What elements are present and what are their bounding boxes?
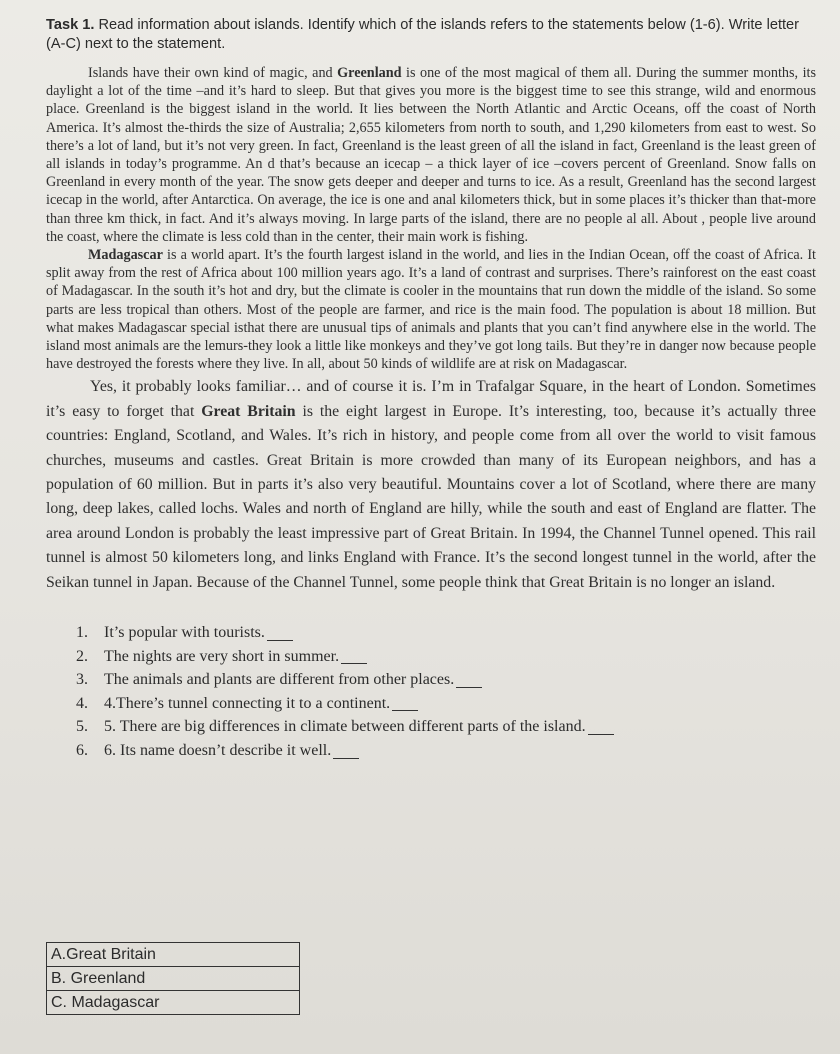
statement-text: The nights are very short in summer. xyxy=(104,647,340,665)
statement-text: The animals and plants are different from other places. xyxy=(104,671,455,689)
task-instruction xyxy=(46,16,816,54)
britain-intro: Yes, it probably looks familiar… and of course it is. I’m in Trafalgar Square, in the heart of London. Sometimes it’s easy to forget that xyxy=(46,378,816,420)
statement-text: 6. Its name doesn’t describe it well. xyxy=(104,742,332,760)
statement-item xyxy=(76,739,816,763)
statement-item xyxy=(76,692,816,716)
britain-text: is the eight largest in Europe. It’s interesting, too, because it’s actually three countries: England, Scotland, and Wales. It’s rich in history, and people come from all over the world to visit famous churches, museums and castles. Great Britain is more crowded than many of its European neighbors, and has a population of 60 million. But in parts it’s also very beautiful. Mountains cover a lot of Scotland, where there are many long, deep lakes, called lochs. Wales and north of England are hilly, while the south and east of England are flatter. The area around London is probably the least impressive part of Great Britain. In 1994, the Channel Tunnel opened. This rail tunnel is almost 50 kilometers long, and links England with France. It’s the second longest tunnel in the world, after the Seikan tunnel in Japan. Because of the Channel Tunnel, some people think that Great Britain is no longer an island. xyxy=(46,402,816,591)
statement-number: 6. xyxy=(76,742,88,760)
answer-blank[interactable] xyxy=(588,711,614,735)
statement-number: 2. xyxy=(76,647,88,665)
answer-blank[interactable] xyxy=(333,735,359,759)
statement-item xyxy=(76,645,816,669)
option-a: A.Great Britain xyxy=(47,943,300,967)
madagascar-paragraph xyxy=(46,246,816,373)
statement-list xyxy=(76,621,816,763)
greenland-name: Greenland xyxy=(337,65,402,81)
answer-blank[interactable] xyxy=(341,641,367,665)
statement-item xyxy=(76,715,816,739)
statement-number: 1. xyxy=(76,624,88,642)
statement-text: 4.There’s tunnel connecting it to a continent. xyxy=(104,694,391,712)
option-b: B. Greenland xyxy=(47,967,300,991)
answer-blank[interactable] xyxy=(456,664,482,688)
task-text: Read information about islands. Identify which of the islands refers to the statements below (1-6). Write letter (A-C) next to the statement. xyxy=(46,17,800,52)
answer-blank[interactable] xyxy=(392,688,418,712)
statement-item xyxy=(76,668,816,692)
statement-number: 4. xyxy=(76,694,88,712)
answer-blank[interactable] xyxy=(267,617,293,641)
madagascar-text: is a world apart. It’s the fourth largest island in the world, and lies in the Indian Ocean, off the coast of Africa. It split away from the rest of Africa about 100 million years ago. It’s a land of contrast and surprises. There’s rainforest on the east coast of Madagascar. In the south it’s hot and dry, but the climate is cooler in the mountains that run down the middle of the island. So some parts are less tropical than others. Most of the people are farmer, and rice is the main food. The population is about 18 million. But what makes Madagascar special isthat there are unusual tips of animals and plants that you can’t find anywhere else in the world. The island most animals are the lemurs-they look a little like monkeys and they’ve got long tails. But they’re in danger now because people have destroyed the forests where they live. In all, about 50 kinds of wildlife are at risk on Madagascar. xyxy=(46,247,816,373)
statement-text: It’s popular with tourists. xyxy=(104,624,265,642)
greenland-paragraph xyxy=(46,64,816,246)
britain-paragraph xyxy=(46,375,816,595)
statement-number: 3. xyxy=(76,671,88,689)
statement-text: 5. There are big differences in climate between different parts of the island. xyxy=(104,718,586,736)
greenland-text: is one of the most magical of them all. During the summer months, its daylight a lot of the time –and it’s hard to sleep. But that gives you more is the biggest time to see this strange, wild and enormous place. Greenland is the biggest island in the world. It lies between the North Atlantic and Arctic Oceans, off the coast of North America. It’s almost the-thirds the size of Australia; 2,655 kilometers from north to south, and 1,290 kilometers from east to west. So there’s a lot of land, but it’s not very green. In fact, Greenland is the least green of all the island in fact, Greenland is the least green of all islands in today’s programme. An d that’s because an icecap – a thick layer of ice –covers percent of Greenland. Snow falls on Greenland in every month of the year. The snow gets deeper and deeper and turns to ice. As a result, Greenland has the second largest icecap in the world, after Antarctica. On average, the ice is one and anal kilometers thick, but in some places it’s thicker than that-more than three km thick, in fact. And it’s always moving. In large parts of the island, there are no people al all. About , people live around the coast, where the climate is less cold than in the center, their main work is fishing. xyxy=(46,65,816,245)
statement-item xyxy=(76,621,816,645)
option-c: C. Madagascar xyxy=(47,991,300,1015)
task-number: Task 1. xyxy=(46,17,95,33)
britain-name: Great Britain xyxy=(201,402,296,420)
options-table xyxy=(46,942,300,1015)
worksheet-page xyxy=(46,16,816,763)
madagascar-name: Madagascar xyxy=(88,247,163,264)
statement-number: 5. xyxy=(76,718,88,736)
greenland-intro: Islands have their own kind of magic, and xyxy=(88,65,338,81)
